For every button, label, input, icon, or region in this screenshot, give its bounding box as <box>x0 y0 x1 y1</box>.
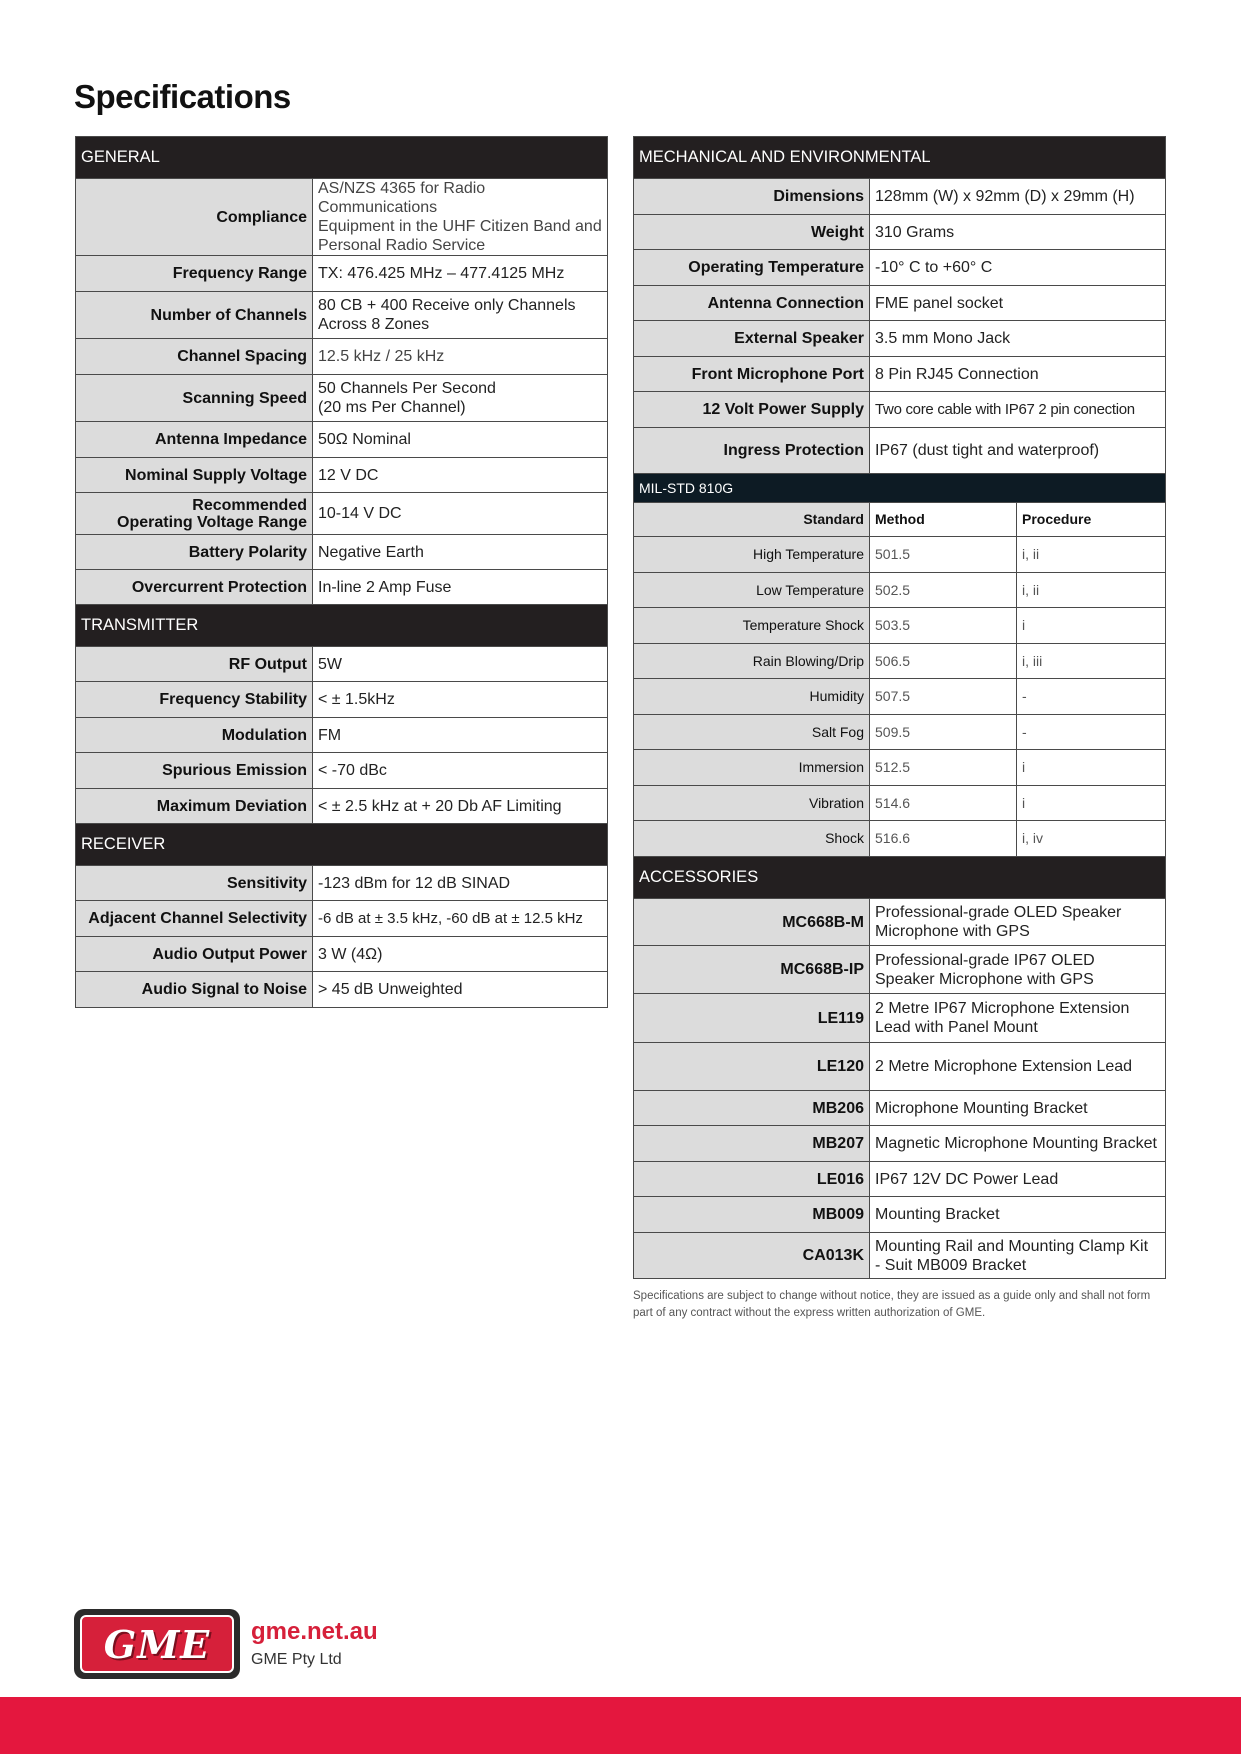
table-row <box>76 789 608 824</box>
disclaimer-text: Specifications are subject to change without notice, they are issued as a guide only and shall not form part of any contract without the express written authorization of GME. <box>633 1290 1151 1319</box>
row-value: -10° C to +60° C <box>870 250 1166 286</box>
row-label: Front Microphone Port <box>634 357 870 392</box>
row-value: 80 CB + 400 Receive only Channels Across 8 Zones <box>313 292 608 339</box>
row-label: Spurious Emission <box>76 753 313 789</box>
table-row <box>76 718 608 753</box>
row-label: Vibration <box>634 786 870 821</box>
row-label: Low Temperature <box>634 573 870 608</box>
column-header-procedure: Procedure <box>1017 503 1166 537</box>
table-row <box>634 392 1166 428</box>
row-label: Frequency Stability <box>76 682 313 718</box>
row-label: LE119 <box>634 994 870 1043</box>
table-row <box>76 901 608 937</box>
row-value: < ± 2.5 kHz at + 20 Db AF Limiting <box>313 789 608 824</box>
section-header-transmitter: TRANSMITTER <box>76 605 608 647</box>
section-header-accessories: ACCESSORIES <box>634 857 1166 899</box>
row-label: Immersion <box>634 750 870 786</box>
row-label: Antenna Connection <box>634 286 870 321</box>
row-label: Weight <box>634 215 870 250</box>
row-method: 514.6 <box>870 786 1017 821</box>
row-procedure: i, ii <box>1017 573 1166 608</box>
page-title: Specifications <box>74 78 291 115</box>
row-value: AS/NZS 4365 for Radio Communications Equipment in the UHF Citizen Band and Personal Radio Service <box>313 179 608 256</box>
row-value: Negative Earth <box>313 535 608 570</box>
table-row <box>634 1126 1166 1162</box>
row-value: FM <box>313 718 608 753</box>
table-row <box>634 679 1166 715</box>
row-value: TX: 476.425 MHz – 477.4125 MHz <box>313 256 608 292</box>
table-row <box>634 946 1166 994</box>
row-value: Professional-grade OLED Speaker Microphone with GPS <box>870 899 1166 946</box>
row-value: -123 dBm for 12 dB SINAD <box>313 866 608 901</box>
mil-column-headers <box>634 503 1166 537</box>
row-method: 512.5 <box>870 750 1017 786</box>
table-row <box>76 458 608 493</box>
table-row <box>76 493 608 535</box>
section-header-general: GENERAL <box>76 137 608 179</box>
row-value: 8 Pin RJ45 Connection <box>870 357 1166 392</box>
row-label: Ingress Protection <box>634 428 870 474</box>
row-label: Nominal Supply Voltage <box>76 458 313 493</box>
table-row <box>76 753 608 789</box>
table-row <box>76 375 608 422</box>
table-row <box>634 537 1166 573</box>
table-row <box>76 570 608 605</box>
row-procedure: i, iii <box>1017 644 1166 679</box>
table-row <box>634 1233 1166 1279</box>
row-value: IP67 12V DC Power Lead <box>870 1162 1166 1197</box>
column-header-standard: Standard <box>634 503 870 537</box>
table-row <box>634 608 1166 644</box>
row-label: Shock <box>634 821 870 857</box>
table-row <box>634 715 1166 750</box>
row-value: Mounting Bracket <box>870 1197 1166 1233</box>
row-label: External Speaker <box>634 321 870 357</box>
row-label: MC668B-M <box>634 899 870 946</box>
table-row <box>634 215 1166 250</box>
table-row <box>76 422 608 458</box>
row-label: Recommended Operating Voltage Range <box>76 493 313 535</box>
table-row <box>634 250 1166 286</box>
row-procedure: i <box>1017 786 1166 821</box>
row-method: 506.5 <box>870 644 1017 679</box>
website-link[interactable]: gme.net.au <box>251 1618 378 1645</box>
row-label: Audio Signal to Noise <box>76 972 313 1008</box>
table-row <box>634 786 1166 821</box>
table-row <box>76 866 608 901</box>
table-row <box>634 899 1166 946</box>
table-row <box>76 972 608 1008</box>
section-header-mechanical: MECHANICAL AND ENVIRONMENTAL <box>634 137 1166 179</box>
row-value: 10-14 V DC <box>313 493 608 535</box>
table-row <box>76 647 608 682</box>
row-value: Two core cable with IP67 2 pin conection <box>870 392 1166 428</box>
row-label: LE120 <box>634 1043 870 1091</box>
row-value: Professional-grade IP67 OLED Speaker Microphone with GPS <box>870 946 1166 994</box>
row-label: LE016 <box>634 1162 870 1197</box>
row-label: Operating Temperature <box>634 250 870 286</box>
row-value: FME panel socket <box>870 286 1166 321</box>
row-label: Humidity <box>634 679 870 715</box>
table-row <box>76 179 608 256</box>
row-value: 128mm (W) x 92mm (D) x 29mm (H) <box>870 179 1166 215</box>
row-label: Channel Spacing <box>76 339 313 375</box>
row-method: 502.5 <box>870 573 1017 608</box>
table-row <box>634 644 1166 679</box>
row-label: Battery Polarity <box>76 535 313 570</box>
row-method: 516.6 <box>870 821 1017 857</box>
column-header-method: Method <box>870 503 1017 537</box>
table-row <box>634 1091 1166 1126</box>
table-row <box>76 256 608 292</box>
row-value: 12 V DC <box>313 458 608 493</box>
table-row <box>634 573 1166 608</box>
row-procedure: i, iv <box>1017 821 1166 857</box>
row-label: Rain Blowing/Drip <box>634 644 870 679</box>
table-row <box>634 179 1166 215</box>
row-method: 509.5 <box>870 715 1017 750</box>
row-label: MB009 <box>634 1197 870 1233</box>
gme-logo-badge <box>80 1615 234 1673</box>
row-label: Scanning Speed <box>76 375 313 422</box>
row-value: Microphone Mounting Bracket <box>870 1091 1166 1126</box>
table-row <box>76 292 608 339</box>
row-label: Temperature Shock <box>634 608 870 644</box>
row-value: 50 Channels Per Second (20 ms Per Channel) <box>313 375 608 422</box>
table-row <box>634 286 1166 321</box>
row-method: 503.5 <box>870 608 1017 644</box>
table-row <box>76 937 608 972</box>
row-value: Magnetic Microphone Mounting Bracket <box>870 1126 1166 1162</box>
row-procedure: - <box>1017 715 1166 750</box>
row-label: MB206 <box>634 1091 870 1126</box>
row-value: < ± 1.5kHz <box>313 682 608 718</box>
row-procedure: i, ii <box>1017 537 1166 573</box>
row-value: IP67 (dust tight and waterproof) <box>870 428 1166 474</box>
table-row <box>76 339 608 375</box>
row-label: Adjacent Channel Selectivity <box>76 901 313 937</box>
table-row <box>634 1162 1166 1197</box>
row-label: Maximum Deviation <box>76 789 313 824</box>
row-value: 3.5 mm Mono Jack <box>870 321 1166 357</box>
row-value: 2 Metre IP67 Microphone Extension Lead with Panel Mount <box>870 994 1166 1043</box>
table-row <box>634 994 1166 1043</box>
table-row <box>634 821 1166 857</box>
footer-bar <box>0 1697 1241 1754</box>
row-label: RF Output <box>76 647 313 682</box>
logo-text: GME <box>103 1621 211 1667</box>
row-label: CA013K <box>634 1233 870 1279</box>
row-procedure: i <box>1017 750 1166 786</box>
row-label: Antenna Impedance <box>76 422 313 458</box>
row-label: Dimensions <box>634 179 870 215</box>
row-value: 2 Metre Microphone Extension Lead <box>870 1043 1166 1091</box>
row-label: Salt Fog <box>634 715 870 750</box>
row-value: 50Ω Nominal <box>313 422 608 458</box>
row-label: High Temperature <box>634 537 870 573</box>
row-label: Modulation <box>76 718 313 753</box>
row-value: In-line 2 Amp Fuse <box>313 570 608 605</box>
gme-logo <box>74 1609 240 1679</box>
company-name: GME Pty Ltd <box>251 1651 342 1668</box>
table-row <box>634 1197 1166 1233</box>
row-label: Frequency Range <box>76 256 313 292</box>
table-row <box>634 750 1166 786</box>
row-value: Mounting Rail and Mounting Clamp Kit - Suit MB009 Bracket <box>870 1233 1166 1279</box>
table-row <box>634 321 1166 357</box>
row-value: -6 dB at ± 3.5 kHz, -60 dB at ± 12.5 kHz <box>313 901 608 937</box>
table-row <box>634 357 1166 392</box>
row-value: > 45 dB Unweighted <box>313 972 608 1008</box>
section-header-receiver: RECEIVER <box>76 824 608 866</box>
row-value: < -70 dBc <box>313 753 608 789</box>
row-value: 5W <box>313 647 608 682</box>
spec-table-left <box>75 136 608 1008</box>
row-value: 12.5 kHz / 25 kHz <box>313 339 608 375</box>
row-label: Audio Output Power <box>76 937 313 972</box>
row-method: 501.5 <box>870 537 1017 573</box>
row-label: Compliance <box>76 179 313 256</box>
table-row <box>76 535 608 570</box>
row-label: 12 Volt Power Supply <box>634 392 870 428</box>
table-row <box>634 1043 1166 1091</box>
row-label: Number of Channels <box>76 292 313 339</box>
row-method: 507.5 <box>870 679 1017 715</box>
row-label: MB207 <box>634 1126 870 1162</box>
row-value: 3 W (4Ω) <box>313 937 608 972</box>
table-row <box>76 682 608 718</box>
row-procedure: i <box>1017 608 1166 644</box>
spec-table-right <box>633 136 1166 1279</box>
row-value: 310 Grams <box>870 215 1166 250</box>
row-label: MC668B-IP <box>634 946 870 994</box>
row-procedure: - <box>1017 679 1166 715</box>
section-header-mil-std: MIL-STD 810G <box>634 474 1166 503</box>
row-label: Sensitivity <box>76 866 313 901</box>
table-row <box>634 428 1166 474</box>
row-label: Overcurrent Protection <box>76 570 313 605</box>
